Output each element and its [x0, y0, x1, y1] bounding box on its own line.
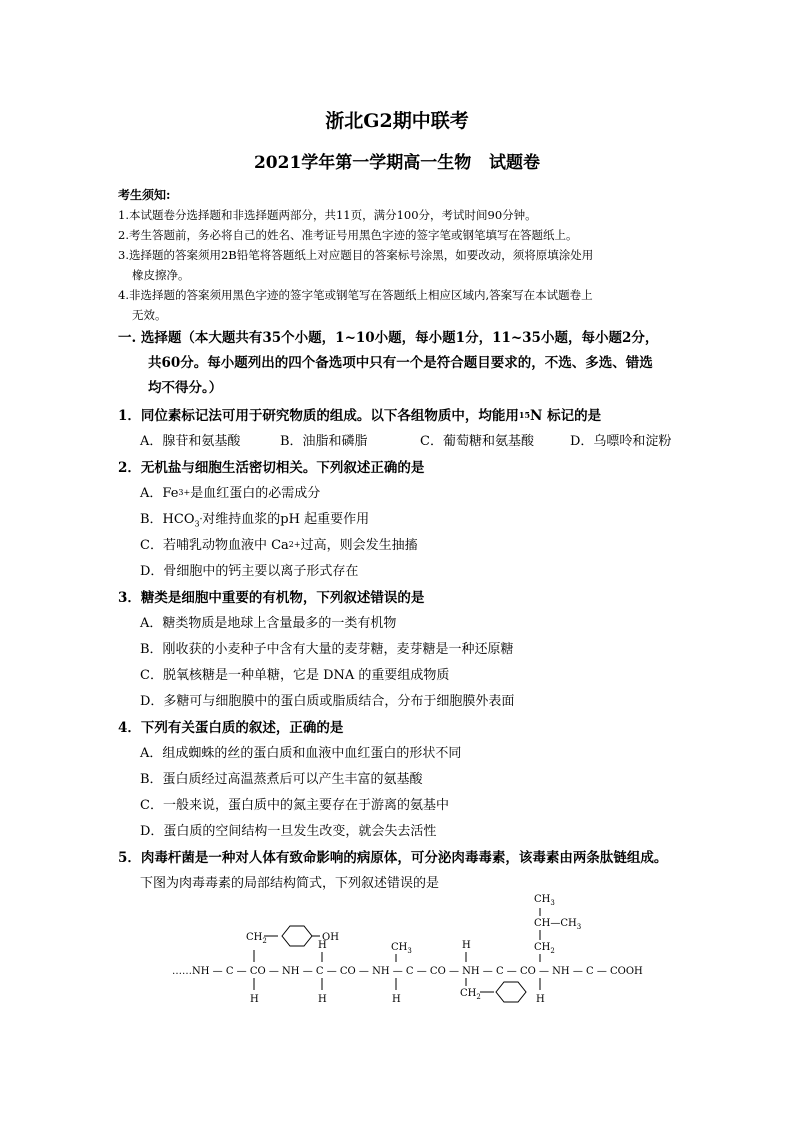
question-3-stem: 3．糖类是细胞中重要的有机物，下列叙述错误的是 [118, 590, 425, 606]
h-label: H [392, 994, 401, 1005]
question-5-stem: 5．肉毒杆菌是一种对人体有致命影响的病原体，可分泌肉毒毒素，该毒素由两条肽链组成。 [118, 850, 668, 866]
h-label: H [462, 940, 471, 951]
h-label: H [536, 994, 545, 1005]
option-d[interactable]: D．多糖可与细胞膜中的蛋白质或脂质结合，分布于细胞膜外表面 [140, 694, 515, 709]
h-label: H [318, 940, 327, 951]
section-heading [118, 326, 708, 401]
ch2-label: $CH_2$ [246, 932, 267, 945]
option-a[interactable]: A．组成蜘蛛的丝的蛋白质和血液中血红蛋白的形状不同 [140, 746, 462, 761]
ch2-label: $CH_2$ [460, 988, 481, 1001]
option-d[interactable]: D．骨细胞中的钙主要以离子形式存在 [140, 564, 359, 579]
question-5-stem-cont: 下图为肉毒毒素的局部结构简式，下列叙述错误的是 [140, 876, 440, 891]
ch2-label: $CH_2$ [534, 942, 555, 955]
notice-item: 4.非选择题的答案须用黑色字迹的签字笔或钢笔写在答题纸上相应区域内,答案写在本试题卷上 [118, 288, 593, 302]
peptide-main-chain: ……NH — C — CO — NH — C — CO — NH — C — CO — NH — C — CO — NH — C — COOH [172, 966, 643, 977]
notice-item: 无效。 [132, 308, 167, 322]
option-c[interactable]: C．一般来说，蛋白质中的氮主要存在于游离的氨基中 [140, 798, 449, 813]
exam-title: 浙北G2期中联考 [325, 110, 469, 132]
question-2-stem: 2．无机盐与细胞生活密切相关。下列叙述正确的是 [118, 460, 425, 476]
option-a[interactable]: A．$Fe^{3+}$是血红蛋白的必需成分 [140, 486, 321, 501]
option-b[interactable]: B．蛋白质经过高温蒸煮后可以产生丰富的氨基酸 [140, 772, 423, 787]
ch-branch-label: $CH—CH_3$ [534, 918, 582, 931]
notice-item: 3.选择题的答案须用2B铅笔将答题纸上对应题目的答案标号涂黑，如要改动，须将原填涂处用 [118, 248, 594, 262]
notice-item: 2.考生答题前，务必将自己的姓名、准考证号用黑色字迹的签字笔或钢笔填写在答题纸上。 [118, 228, 578, 242]
section-line: 一. 选择题（本大题共有35个小题，1~10小题，每小题1分，11~35小题，每小题2分， [118, 330, 659, 346]
candidate-notice [118, 185, 708, 325]
option-b[interactable]: B．油脂和磷脂 [280, 434, 368, 449]
option-c[interactable]: C．若哺乳动物血液中 $Ca^{2+}$过高，则会发生抽搐 [140, 538, 418, 553]
question-1-options [140, 430, 700, 454]
option-a[interactable]: A．腺苷和氨基酸 [140, 434, 241, 449]
notice-item: 橡皮擦净。 [132, 268, 190, 282]
h-label: H [250, 994, 259, 1005]
section-line: 共60分。每小题列出的四个备选项中只有一个是符合题目要求的，不选、多选、错选 [148, 355, 653, 371]
notice-heading: 考生须知: [118, 188, 171, 202]
ch3-label: $CH_3$ [391, 942, 412, 955]
benzene-ring-icon [496, 982, 526, 1002]
peptide-structure-diagram [0, 890, 794, 1030]
option-c[interactable]: C．葡萄糖和氨基酸 [420, 434, 534, 449]
notice-item: 1.本试题卷分选择题和非选择题两部分，共11页，满分100分，考试时间90分钟。 [118, 208, 537, 222]
option-a[interactable]: A．糖类物质是地球上含量最多的一类有机物 [140, 616, 397, 631]
h-label: H [318, 994, 327, 1005]
top-ch3-label: $CH_3$ [534, 894, 555, 907]
option-d[interactable]: D．乌嘌呤和淀粉 [570, 434, 672, 449]
section-line: 均不得分。） [148, 380, 223, 396]
exam-subtitle: 2021学年第一学期高一生物 试题卷 [253, 153, 541, 173]
option-c[interactable]: C．脱氧核糖是一种单糖，它是 DNA 的重要组成物质 [140, 668, 450, 683]
question-4-stem: 4．下列有关蛋白质的叙述，正确的是 [118, 720, 344, 736]
option-d[interactable]: D．蛋白质的空间结构一旦发生改变，就会失去活性 [140, 824, 437, 839]
benzene-ring-icon [282, 926, 312, 946]
option-b[interactable]: B．刚收获的小麦种子中含有大量的麦芽糖，麦芽糖是一种还原糖 [140, 642, 514, 657]
option-b[interactable]: B．$HCO_3^-$对维持血浆的pH 起重要作用 [140, 512, 370, 529]
oh-label: OH [322, 932, 339, 943]
question-1-stem: 1．同位素标记法可用于研究物质的组成。以下各组物质中，均能用$^{15}$N 标记的是 [118, 408, 602, 424]
